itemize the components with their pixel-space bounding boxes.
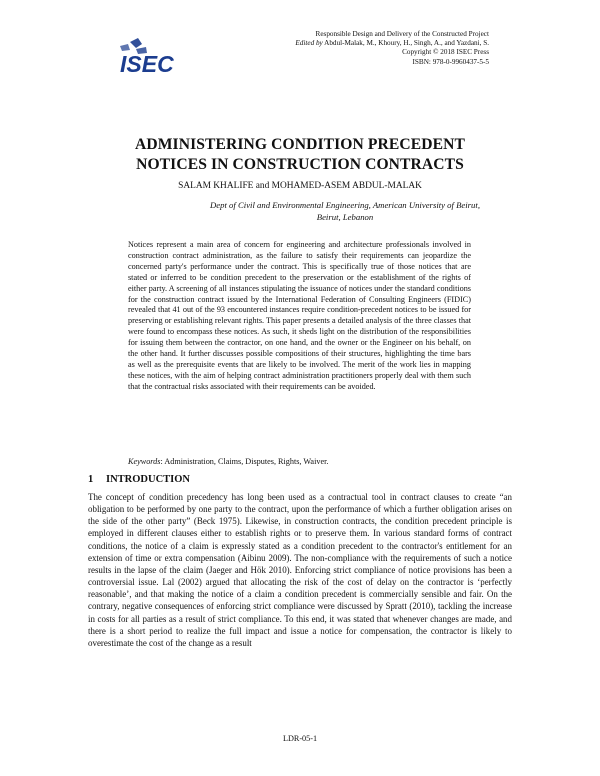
publication-header <box>295 30 489 67</box>
isbn: ISBN: 978-0-9960437-5-5 <box>412 57 489 66</box>
keywords-label: Keywords <box>128 457 161 466</box>
body-text: The concept of condition precedency has long been used as a contractual tool in contract clauses to create “an obligation to be performed by one party to the contract, upon the performance of which a further obligation arises on the side of the other party” (Beck 1975). Likewise, in construction contracts, the condition precedent principle is employed in different clauses either to establish rights or to preserve them. In various standard forms of contract conditions, the notice of a claim is expressly stated as a condition precedent to the contractor's entitlement for an extension of time or extra compensation (Aibinu 2009). The non-compliance with the requirements of such a notice results in the lapse of the claim (Jaeger and Hök 2010). Enforcing strict compliance of notice provisions has been a controversial issue. Lal (2002) argued that allocating the risk of the cost of delay on the contractor is ‘perfectly reasonable’, and that making the notice of a claim a condition precedent is commercially sensible and fair. On the contrary, negative consequences of enforcing strict compliance were discussed by Spratt (2010), tackling the increase in costs for all parties as a result of strict compliance. To this end, it was stated that whenever changes are made, and there is a short period to realize the full impact and issue a notice for compensation, the contractor is likely to overestimate the cost of the change as a result <box>88 492 512 648</box>
copyright: Copyright © 2018 ISEC Press <box>402 48 489 57</box>
abstract: Notices represent a main area of concern for engineering and architecture professionals involved in construction contract administration, as the failure to satisfy their requirements can jeopardize the concerned party's performance under the contract. This is specifically true of those notices that are stated or inferred to be condition precedent to the preservation or the establishment of the rights of either party. A screening of all instances stipulating the issuance of notices under the standard conditions for the construction contract issued by the International Federation of Consulting Engineers (FIDIC) revealed that 41 out of the 93 encountered instances require condition-precedent notices to be issued for preserving or establishing relevant rights. This paper presents a detailed analysis of the three classes that were found to encompass these notices. As such, it sheds light on the distribution of the responsibilities for issuing them between the contractor, on one hand, and the owner or the Engineer on his behalf, on the other hand. It further discusses possible compositions of their structures, highlighting the time bars as well as the prerequisite events that are likely to be involved. The merit of the work lies in mapping these notices, with the aim of helping contract administration practitioners properly deal with them such that the contractual risks associated with their requirements can be avoided. <box>128 240 471 391</box>
book-title: Responsible Design and Delivery of the Constructed Project <box>315 30 489 38</box>
page-footer: LDR-05-1 <box>282 734 318 743</box>
section-number: 1 <box>88 474 94 485</box>
title-line-2: NOTICES IN CONSTRUCTION CONTRACTS <box>136 155 464 173</box>
affiliation: Dept of Civil and Environmental Engineering, American University of Beirut, Beirut, Lebanon <box>210 200 480 222</box>
keywords-text: : Administration, Claims, Disputes, Rights, Waiver. <box>160 457 329 466</box>
keywords <box>128 457 471 466</box>
title-line-1: ADMINISTERING CONDITION PRECEDENT <box>135 136 465 153</box>
isec-logo <box>116 38 192 78</box>
section-title: INTRODUCTION <box>106 474 191 485</box>
logo-text: ISEC <box>120 51 174 77</box>
section-heading <box>88 474 190 485</box>
authors: SALAM KHALIFE and MOHAMED-ASEM ABDUL-MALAK <box>178 181 422 191</box>
paper-title <box>60 135 540 174</box>
editors-line: Edited by Abdul-Malak, M., Khoury, H., Singh, A., and Yazdani, S. <box>295 39 489 48</box>
